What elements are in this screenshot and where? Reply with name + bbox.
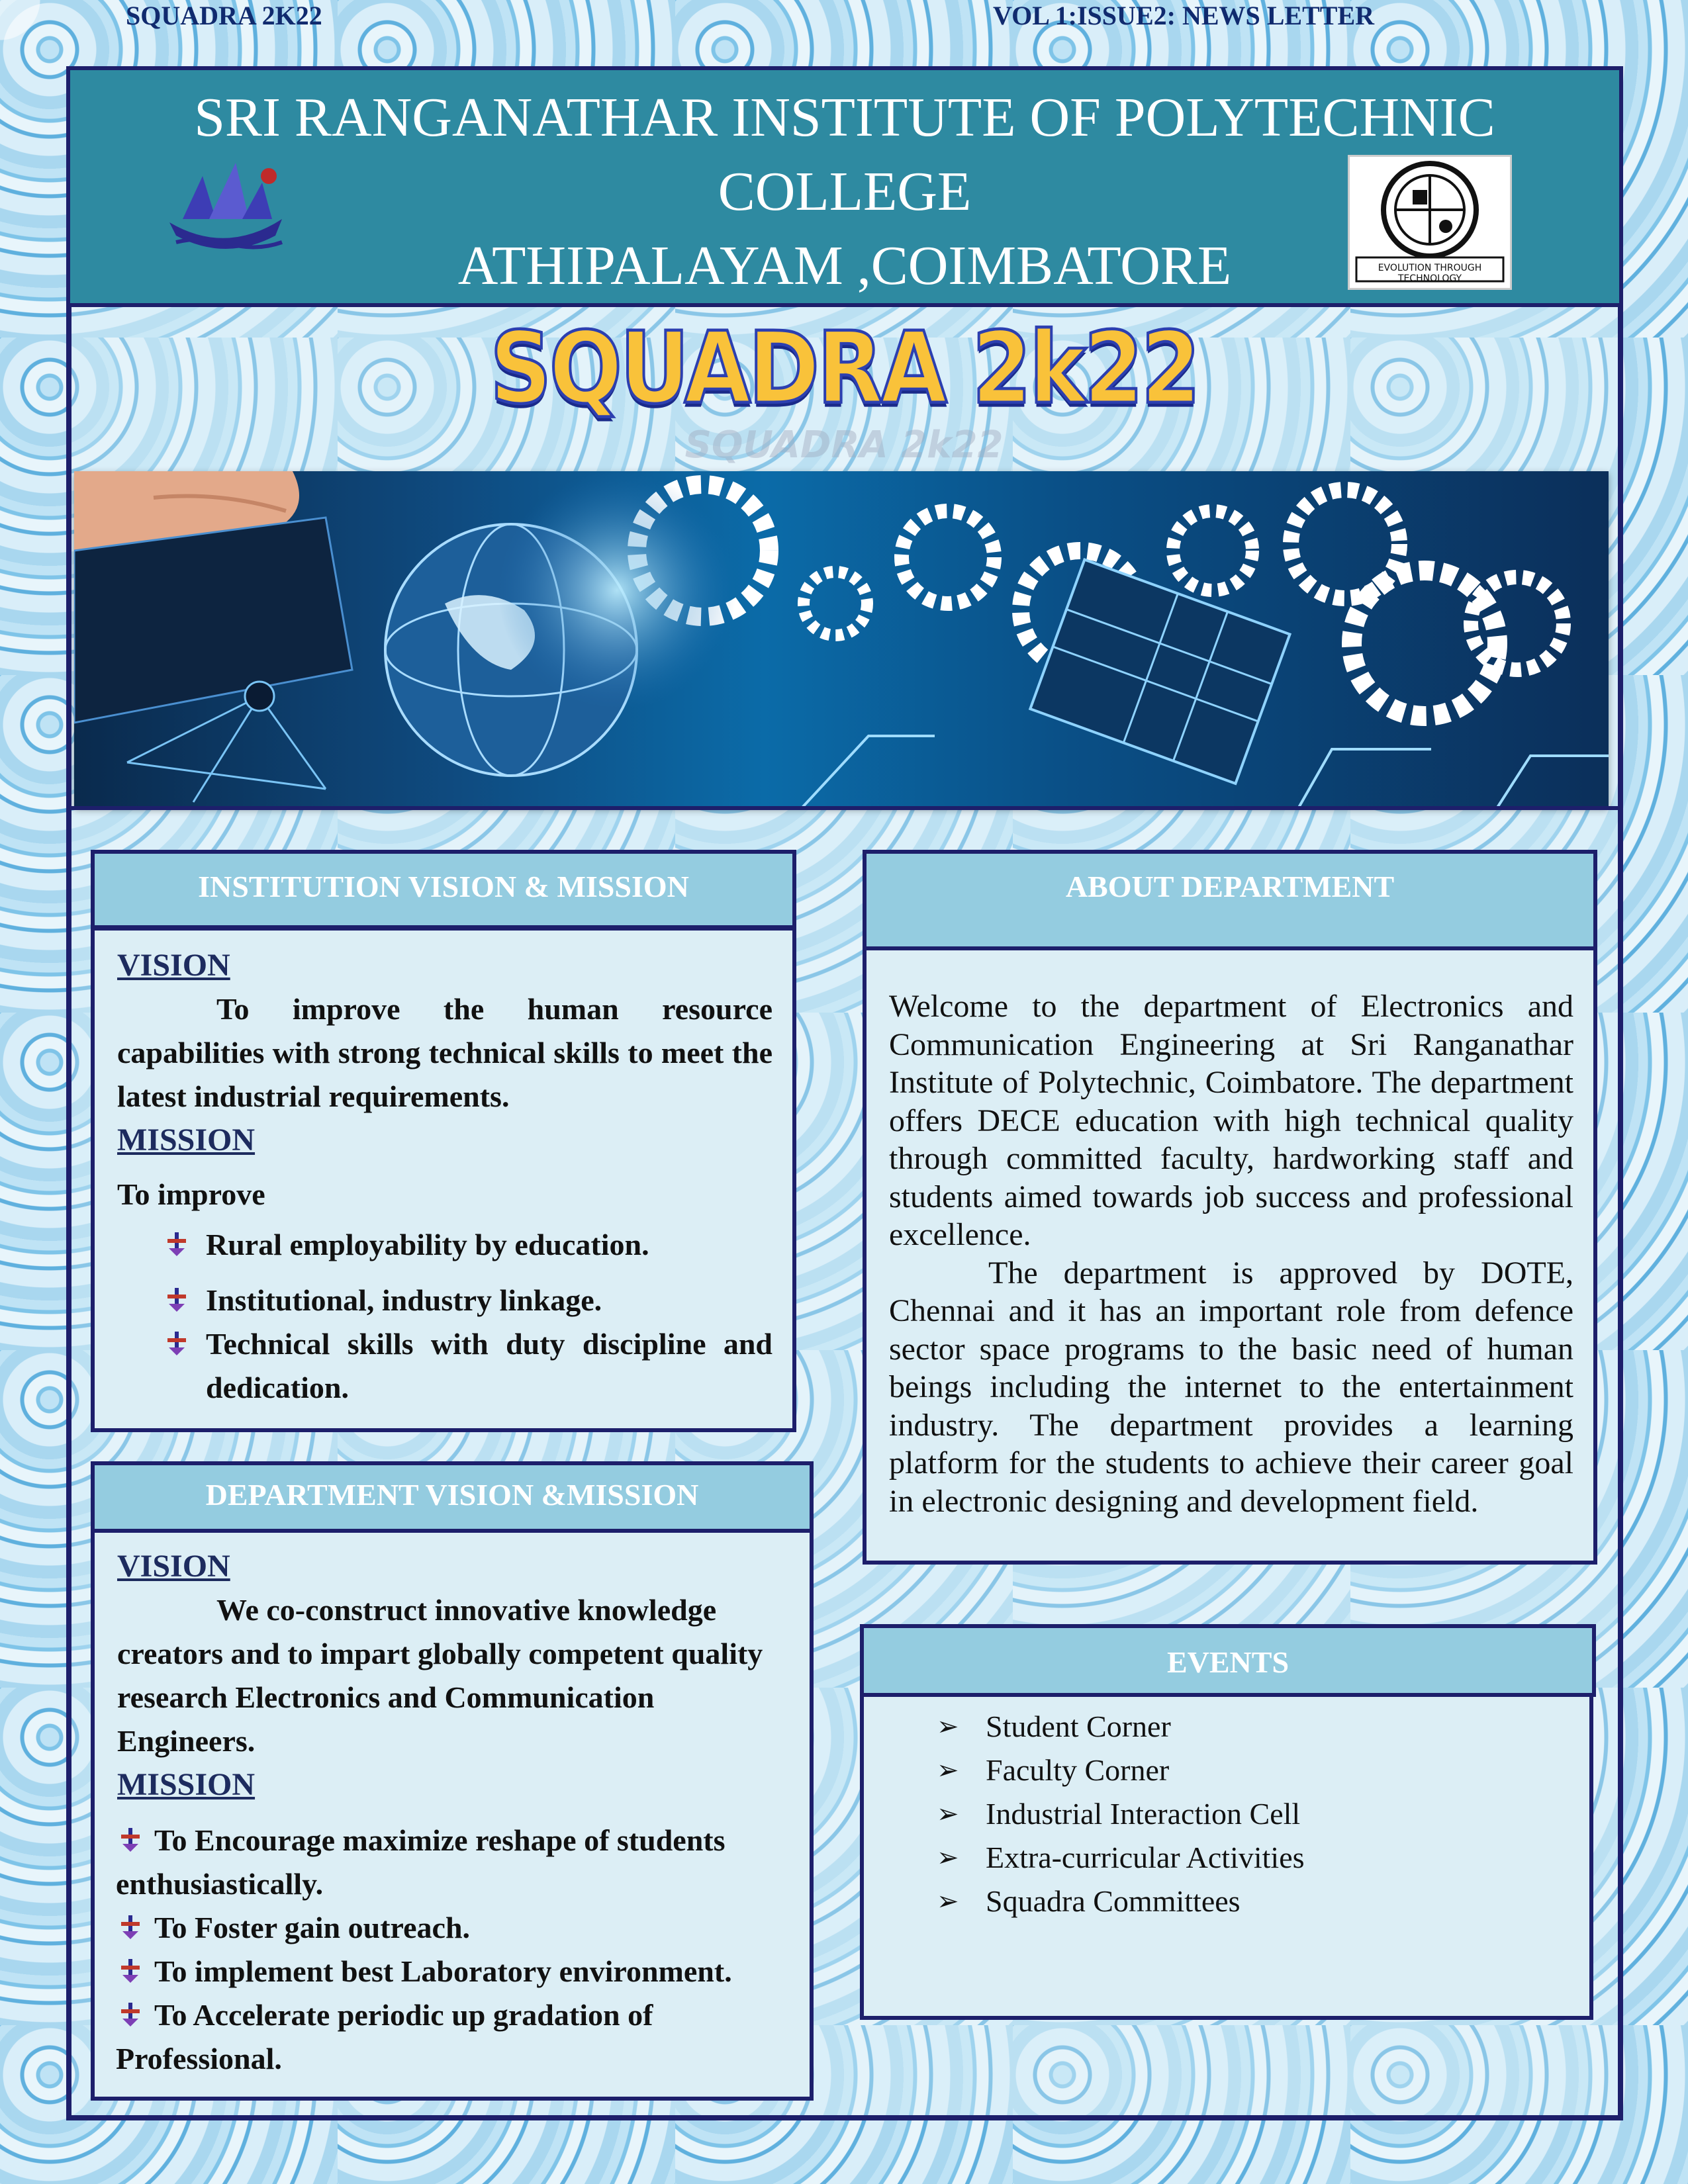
department-heading-text: DEPARTMENT VISION &MISSION <box>205 1478 699 1512</box>
institution-vision-text: To improve the human resource capabilities with strong technical skills to meet the latest industrial requirements. <box>117 992 773 1113</box>
list-item <box>117 1819 790 1906</box>
about-heading <box>863 850 1597 950</box>
department-mission-item: To Foster gain outreach. <box>154 1911 471 1944</box>
institution-banner <box>70 70 1619 307</box>
list-item <box>937 1880 1589 1923</box>
plus-arrow-icon <box>117 1958 144 1984</box>
event-item: Extra-curricular Activities <box>986 1841 1305 1874</box>
keyboard-shape <box>74 518 352 723</box>
events-box <box>860 1693 1593 2020</box>
about-paragraph-1: Welcome to the department of Electronics and Communication Engineering at Sri Ranganathar Institute of Polytechnic, Coimbatore. The department offers DECE education with high technical quality through committed faculty, hardworking staff and students aimed towards job success and professional excellence. <box>889 989 1573 1252</box>
ship-logo-icon <box>163 156 289 255</box>
technology-hero-image <box>74 471 1609 807</box>
institution-box <box>91 927 796 1432</box>
event-item: Faculty Corner <box>986 1753 1170 1787</box>
list-item <box>937 1836 1589 1880</box>
department-mission-list <box>117 1819 790 2081</box>
list-item <box>164 1322 773 1410</box>
hero-illustration <box>74 471 1609 807</box>
department-mission-label: MISSION <box>117 1767 256 1802</box>
list-item <box>164 1279 773 1322</box>
department-mission-item: To implement best Laboratory environment. <box>154 1954 732 1988</box>
department-mission-item: To Accelerate periodic up gradation of Professional. <box>116 1998 653 2075</box>
institution-mission-list <box>117 1223 773 1410</box>
newsletter-title-reflection: SQUADRA 2k22 <box>684 424 1004 467</box>
department-heading <box>91 1461 814 1533</box>
institution-mission-label: MISSION <box>117 1122 256 1158</box>
list-item <box>117 1950 790 1993</box>
institution-mission-item: Technical skills with duty discipline and dedication. <box>206 1327 773 1404</box>
circuit-chip <box>1030 560 1289 784</box>
list-item <box>937 1749 1589 1792</box>
plus-arrow-icon <box>117 1914 144 1940</box>
department-box <box>91 1529 814 2101</box>
department-mission-item: To Encourage maximize reshape of students enthusiastically. <box>116 1823 726 1901</box>
banner-line-3: ATHIPALAYAM ,COIMBATORE <box>457 235 1232 296</box>
hero-divider <box>70 806 1619 810</box>
running-header-right: VOL 1:ISSUE2: NEWS LETTER <box>993 1 1375 30</box>
institution-heading-text: INSTITUTION VISION & MISSION <box>198 870 689 903</box>
list-item <box>117 1906 790 1950</box>
department-vision-label: VISION <box>117 1549 230 1584</box>
arrowhead-icon: ➢ <box>937 1843 959 1872</box>
seal-motto: EVOLUTION THROUGH TECHNOLOGY <box>1378 263 1482 284</box>
institution-mission-item: Rural employability by education. <box>206 1228 649 1261</box>
plus-arrow-icon <box>164 1330 190 1357</box>
event-item: Industrial Interaction Cell <box>986 1797 1301 1831</box>
banner-line-2: COLLEGE <box>718 161 972 222</box>
about-box <box>863 946 1597 1565</box>
arrowhead-icon: ➢ <box>937 1886 959 1916</box>
about-paragraph-2: The department is approved by DOTE, Chennai and it has an important role from defence sector space programs to the basic need of human beings including the internet to the entertainment industry. The department provides a learning platform for the students to achieve their career goal in electronic designing and development field. <box>889 1255 1573 1519</box>
event-item: Squadra Committees <box>986 1884 1241 1918</box>
banner-line-1: SRI RANGANATHAR INSTITUTE OF POLYTECHNIC <box>194 87 1495 148</box>
newsletter-title: SQUADRA 2k22 <box>489 310 1198 426</box>
plus-arrow-icon <box>164 1287 190 1313</box>
events-heading-text: EVENTS <box>1166 1645 1289 1679</box>
running-header-left: SQUADRA 2K22 <box>126 1 322 30</box>
institute-seal <box>1348 155 1512 290</box>
events-list <box>937 1705 1589 1923</box>
events-heading <box>860 1624 1596 1697</box>
department-vision-text: We co-construct innovative knowledge creators and to impart globally competent quality research Electronics and Communication Engineers. <box>117 1593 763 1758</box>
arrowhead-icon: ➢ <box>937 1755 959 1785</box>
institution-mission-intro: To improve <box>117 1177 265 1211</box>
list-item <box>937 1705 1589 1749</box>
institution-vision-label: VISION <box>117 948 230 983</box>
plus-arrow-icon <box>164 1231 190 1257</box>
arrowhead-icon: ➢ <box>937 1711 959 1741</box>
arrowhead-icon: ➢ <box>937 1799 959 1829</box>
about-heading-text: ABOUT DEPARTMENT <box>1065 870 1395 903</box>
institution-heading <box>91 850 796 929</box>
institution-mission-item: Institutional, industry linkage. <box>206 1283 602 1317</box>
list-item <box>937 1792 1589 1836</box>
list-item <box>117 1993 790 2081</box>
event-item: Student Corner <box>986 1709 1171 1743</box>
list-item <box>164 1223 773 1267</box>
